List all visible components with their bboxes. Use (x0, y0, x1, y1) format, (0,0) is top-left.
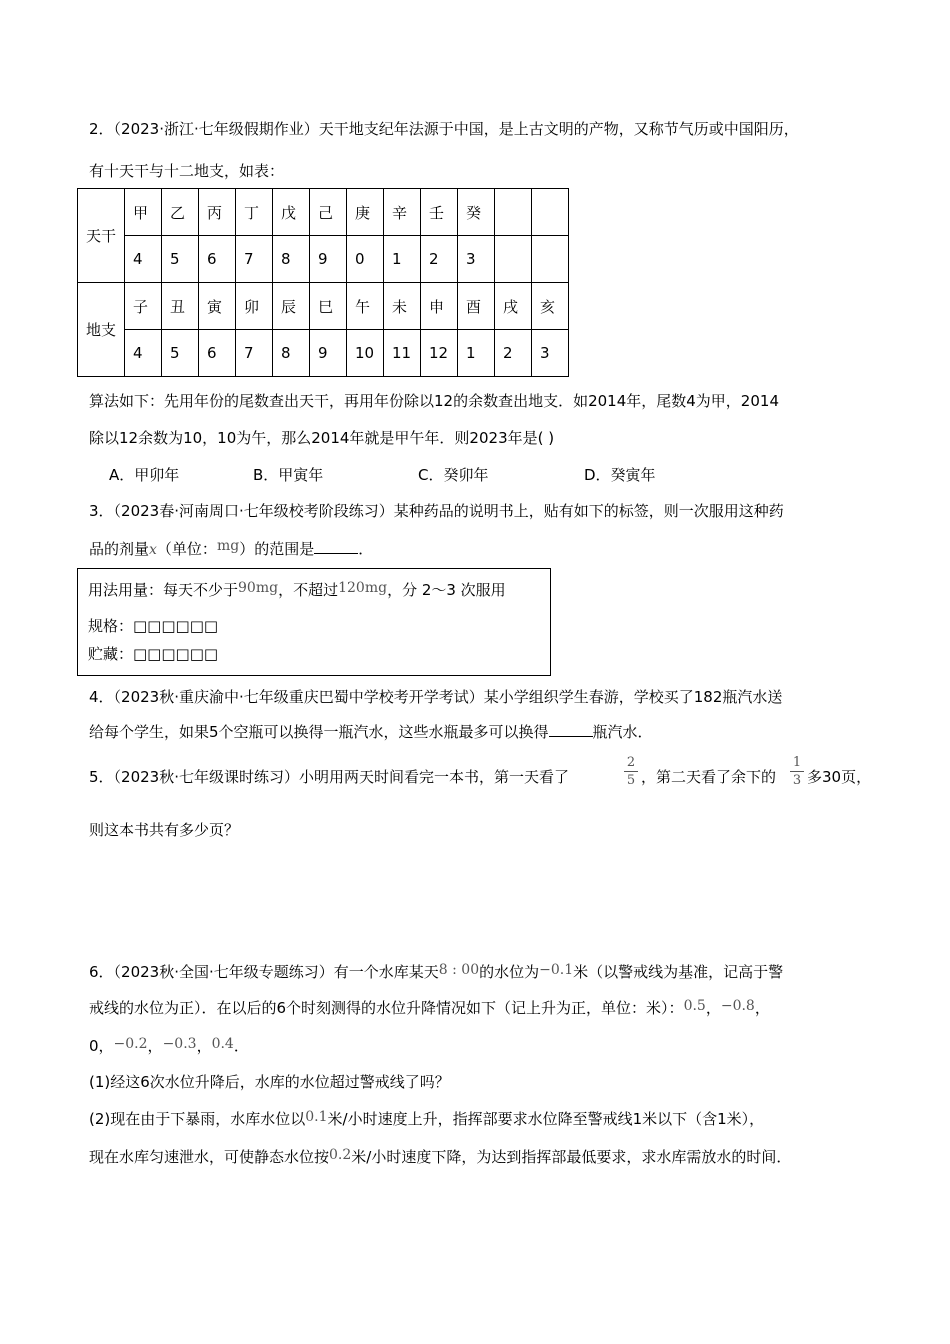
tiangan-num: 8 (273, 236, 310, 283)
tiangan-num: 0 (347, 236, 384, 283)
tiangan-num: 1 (384, 236, 421, 283)
dizhi-cell: 卯 (236, 283, 273, 330)
dizhi-num: 10 (347, 330, 384, 377)
tiangan-cell: 戊 (273, 189, 310, 236)
dizhi-num: 7 (236, 330, 273, 377)
q2-line1: 2．（2023·浙江·七年级假期作业）天干地支纪年法源于中国，是上古文明的产物，又称节气历或中国阳历， (89, 120, 799, 138)
usage-text-c: ，分 2～3 次服用 (387, 581, 506, 599)
q6-line2: 戒线的水位为正）．在以后的6个时刻测得的水位升降情况如下（记上升为正，单位：米）：0.5，−0.8， (89, 998, 770, 1017)
q3-text-d: ． (358, 540, 374, 558)
tiangan-num: 6 (199, 236, 236, 283)
frac1-numerator: 2 (626, 755, 636, 770)
q2-line4: 除以12余数为10，10为午，那么2014年就是甲午年．则2023年是( ) (89, 429, 555, 447)
dizhi-cell: 午 (347, 283, 384, 330)
usage-line (88, 579, 506, 600)
dizhi-num: 8 (273, 330, 310, 377)
change-1: 0.5 (683, 998, 706, 1014)
q5-text-b: ，第二天看了余下的 (641, 768, 777, 786)
tiangan-cell: 乙 (162, 189, 199, 236)
tiangan-header: 天干 (78, 189, 125, 283)
frac2-denominator: 3 (792, 773, 802, 788)
frac1-denominator: 5 (626, 773, 636, 788)
q5-text-c: 多30页， (807, 768, 872, 786)
q2-option-b: B．甲寅年 (253, 466, 324, 484)
dizhi-cell: 未 (384, 283, 421, 330)
tiangan-num (495, 236, 532, 283)
usage-text-b: ，不超过 (278, 581, 339, 599)
frac1-bar (624, 771, 638, 772)
tiangan-num: 5 (162, 236, 199, 283)
max-dose: 120mg (338, 580, 388, 596)
q6-line3: 0，−0.2，−0.3，0.4． (89, 1036, 249, 1055)
dizhi-cell: 巳 (310, 283, 347, 330)
change-5: −0.3 (162, 1036, 197, 1052)
tiangan-num (532, 236, 569, 283)
q2-option-c: C．癸卯年 (418, 466, 489, 484)
medicine-label (77, 568, 551, 676)
q6-sub2-text-a: (2)现在由于下暴雨，水库水位以 (89, 1110, 306, 1128)
dizhi-cell: 酉 (458, 283, 495, 330)
dizhi-cell: 辰 (273, 283, 310, 330)
spec-line: 规格：□□□□□□ (88, 617, 219, 635)
q4-text-b: 瓶汽水． (592, 723, 653, 741)
q6-sub3 (89, 1146, 791, 1167)
q4-text-a: 给每个学生，如果5个空瓶可以换得一瓶汽水，这些水瓶最多可以换得 (89, 723, 549, 741)
tiangan-cell: 庚 (347, 189, 384, 236)
change-6: 0.4 (211, 1036, 234, 1052)
dizhi-num: 2 (495, 330, 532, 377)
var-x: x (149, 542, 157, 558)
dizhi-header: 地支 (78, 283, 125, 377)
frac2-bar (790, 771, 804, 772)
q2-line2: 有十天干与十二地支，如表： (89, 162, 285, 180)
q6-text-b: 的水位为 (479, 963, 540, 981)
frac2-numerator: 1 (792, 755, 802, 770)
q2-option-a: A．甲卯年 (109, 466, 180, 484)
q6-text-c: 米（以警戒线为基准，记高于警 (573, 963, 784, 981)
q6-text-d: 戒线的水位为正）．在以后的6个时刻测得的水位升降情况如下（记上升为正，单位：米）： (89, 999, 684, 1017)
answer-blank (549, 722, 593, 737)
tiangan-num: 4 (125, 236, 162, 283)
tiangan-cell: 丁 (236, 189, 273, 236)
dizhi-cell: 戌 (495, 283, 532, 330)
dizhi-num: 12 (421, 330, 458, 377)
tiangan-cell: 丙 (199, 189, 236, 236)
dizhi-num: 6 (199, 330, 236, 377)
q6-sub1: (1)经这6次水位升降后，水库的水位超过警戒线了吗？ (89, 1073, 450, 1091)
tiangan-cell: 己 (310, 189, 347, 236)
dizhi-num: 11 (384, 330, 421, 377)
q6-text-e: 0， (89, 1037, 114, 1055)
q3-text-a: 品的剂量 (89, 540, 150, 558)
dizhi-cell: 子 (125, 283, 162, 330)
change-2: −0.8 (720, 998, 755, 1014)
min-dose: 90mg (238, 580, 279, 596)
fraction-one-third (790, 755, 804, 788)
answer-blank (314, 539, 358, 554)
rise-rate: 0.1 (305, 1109, 328, 1125)
q6-text-a: 6．（2023秋·全国·七年级专题练习）有一个水库某天 (89, 963, 439, 981)
usage-text-a: 用法用量：每天不少于 (88, 581, 239, 599)
q4-line2 (89, 721, 653, 742)
tiangan-num: 2 (421, 236, 458, 283)
q3-line1: 3．（2023春·河南周口·七年级校考阶段练习）某种药品的说明书上，贴有如下的标签，则一次服用这种药 (89, 502, 784, 520)
q6-line1 (89, 961, 783, 982)
dizhi-num: 9 (310, 330, 347, 377)
dizhi-cell: 丑 (162, 283, 199, 330)
dizhi-num: 5 (162, 330, 199, 377)
unit-mg: mg (216, 538, 240, 554)
dizhi-num: 4 (125, 330, 162, 377)
fraction-two-fifths (624, 755, 638, 788)
q5-line2: 则这本书共有多少页？ (89, 821, 240, 839)
change-4: −0.2 (113, 1036, 148, 1052)
dizhi-cell: 亥 (532, 283, 569, 330)
dizhi-num: 3 (532, 330, 569, 377)
q2-line3: 算法如下：先用年份的尾数查出天干，再用年份除以12的余数查出地支．如2014年，尾数4为甲，2014 (89, 392, 779, 410)
q6-sub3-text-b: 米/小时速度下降，为达到指挥部最低要求，求水库需放水的时间． (351, 1148, 792, 1166)
tiangan-cell (532, 189, 569, 236)
q6-sub3-text-a: 现在水库匀速泄水，可使静态水位按 (89, 1148, 330, 1166)
q3-text-c: ）的范围是 (239, 540, 315, 558)
q4-line1: 4．（2023秋·重庆渝中·七年级重庆巴蜀中学校考开学考试）某小学组织学生春游，学校买了182瓶汽水送 (89, 688, 783, 706)
tiangan-cell: 癸 (458, 189, 495, 236)
storage-line: 贮藏：□□□□□□ (88, 645, 219, 663)
time-8am: 8 : 00 (438, 962, 480, 978)
tiangan-cell: 辛 (384, 189, 421, 236)
q3-text-b: （单位： (156, 540, 217, 558)
tiangan-num: 9 (310, 236, 347, 283)
level-initial: −0.1 (539, 962, 574, 978)
dizhi-cell: 寅 (199, 283, 236, 330)
q6-sub2-text-b: 米/小时速度上升，指挥部要求水位降至警戒线1米以下（含1米）， (327, 1110, 765, 1128)
q3-line2 (89, 538, 373, 559)
dizhi-cell: 申 (421, 283, 458, 330)
q6-sub2 (89, 1108, 764, 1129)
q2-option-d: D．癸寅年 (584, 466, 656, 484)
q5-text-a: 5．（2023秋·七年级课时练习）小明用两天时间看完一本书，第一天看了 (89, 768, 569, 786)
tiangan-cell (495, 189, 532, 236)
tiangan-num: 7 (236, 236, 273, 283)
tiangan-cell: 壬 (421, 189, 458, 236)
ganzhi-table (77, 188, 569, 377)
drop-rate: 0.2 (329, 1147, 352, 1163)
dizhi-num: 1 (458, 330, 495, 377)
tiangan-num: 3 (458, 236, 495, 283)
tiangan-cell: 甲 (125, 189, 162, 236)
